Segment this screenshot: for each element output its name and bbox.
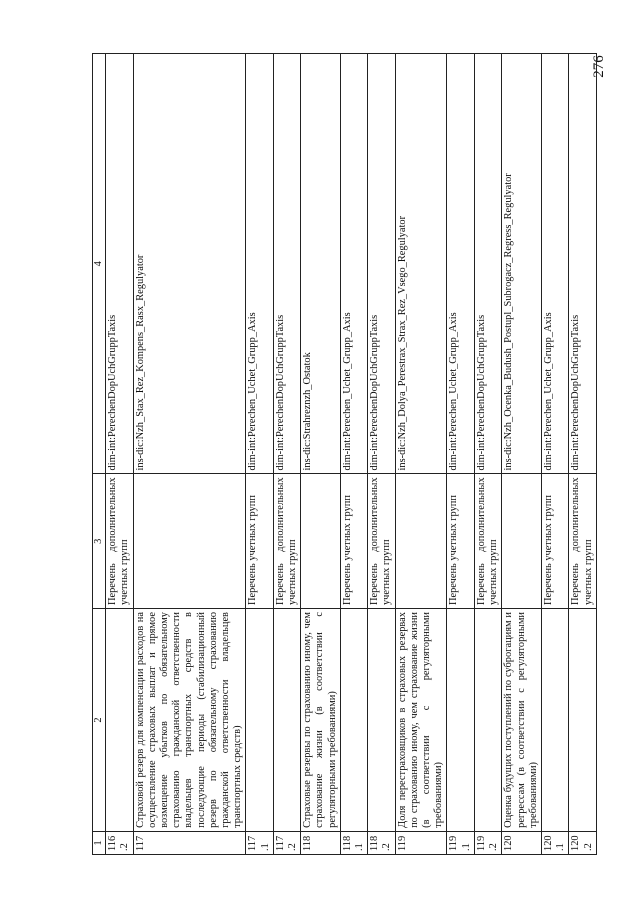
row-description [368, 609, 395, 832]
row-description: Доля перестраховщиков в страховых резервах по страхованию иному, чем страхование жизни (в соответствии с регуляторными требованиями) [395, 609, 447, 832]
row-code: dim-int:PerechenDopUchGruppTaxis [474, 54, 501, 474]
table-row [502, 54, 542, 855]
document-sheet [92, 53, 594, 855]
column-header-3: 3 [93, 474, 106, 609]
table-row [133, 54, 246, 855]
row-code: dim-int:Perechen_Uchet_Grupp_Axis [447, 54, 474, 474]
row-type: Перечень дополнительных учетных групп [273, 474, 300, 609]
row-description [273, 609, 300, 832]
taxonomy-table [92, 53, 597, 855]
column-header-4: 4 [93, 54, 106, 474]
row-number: 119.1 [447, 831, 474, 854]
row-description [447, 609, 474, 832]
row-description [474, 609, 501, 832]
row-code: dim-int:Perechen_Uchet_Grupp_Axis [340, 54, 367, 474]
row-type: Перечень дополнительных учетных групп [368, 474, 395, 609]
row-number: 118.1 [340, 831, 367, 854]
table-row [447, 54, 474, 855]
row-code: dim-int:PerechenDopUchGruppTaxis [368, 54, 395, 474]
row-number: 119 [395, 831, 447, 854]
row-number: 120 [502, 831, 542, 854]
table-row [106, 54, 133, 855]
row-code: dim-int:PerechenDopUchGruppTaxis [106, 54, 133, 474]
table-row [541, 54, 568, 855]
row-code: ins-dic:Nzh_Stax_Rez_Kompens_Rasx_Regulyator [133, 54, 246, 474]
table-row [395, 54, 447, 855]
row-type [133, 474, 246, 609]
row-type [395, 474, 447, 609]
table-row [273, 54, 300, 855]
row-code: ins-dic:Nzh_Dolya_Perestrax_Strax_Rez_Vsego_Regulyator [395, 54, 447, 474]
row-type: Перечень учетных групп [447, 474, 474, 609]
row-type [301, 474, 341, 609]
row-number: 118 [301, 831, 341, 854]
row-description [106, 609, 133, 832]
table-row [569, 54, 596, 855]
row-number: 118.2 [368, 831, 395, 854]
table-row [474, 54, 501, 855]
row-type: Перечень учетных групп [340, 474, 367, 609]
row-description: Оценка будущих поступлений по суброгациям и регрессам (в соответствии с регуляторными требованиями) [502, 609, 542, 832]
row-code: dim-int:Perechen_Uchet_Grupp_Axis [541, 54, 568, 474]
row-number: 116.2 [106, 831, 133, 854]
row-type: Перечень дополнительных учетных групп [569, 474, 596, 609]
row-description [541, 609, 568, 832]
row-number: 117.2 [273, 831, 300, 854]
row-description [340, 609, 367, 832]
row-number: 119.2 [474, 831, 501, 854]
row-type [502, 474, 542, 609]
row-type: Перечень учетных групп [246, 474, 273, 609]
header-row [93, 54, 106, 855]
column-header-2: 2 [93, 609, 106, 832]
row-code: ins-dic:Strahreznzh_Ostatok [301, 54, 341, 474]
row-description [569, 609, 596, 832]
table-row [340, 54, 367, 855]
row-code: ins-dic:Nzh_Ocenka_Budush_Postupl_Subrogacz_Regress_Regulyator [502, 54, 542, 474]
row-type: Перечень дополнительных учетных групп [106, 474, 133, 609]
table-row [246, 54, 273, 855]
column-header-1: 1 [93, 831, 106, 854]
row-number: 117 [133, 831, 246, 854]
row-number: 120.1 [541, 831, 568, 854]
row-type: Перечень дополнительных учетных групп [474, 474, 501, 609]
row-code: dim-int:Perechen_Uchet_Grupp_Axis [246, 54, 273, 474]
table-row [301, 54, 341, 855]
row-code: dim-int:PerechenDopUchGruppTaxis [273, 54, 300, 474]
row-description: Страховые резервы по страхованию иному, чем страхование жизни (в соответствии с регуляторными требованиями) [301, 609, 341, 832]
row-description [246, 609, 273, 832]
row-type: Перечень учетных групп [541, 474, 568, 609]
row-number: 117.1 [246, 831, 273, 854]
row-number: 120.2 [569, 831, 596, 854]
row-code: dim-int:PerechenDopUchGruppTaxis [569, 54, 596, 474]
page-number: 276 [590, 55, 607, 78]
table-row [368, 54, 395, 855]
row-description: Страховой резерв для компенсации расходов на осуществление страховых выплат и прямое возмещение убытков по обязательному страхованию гражданской ответственности владельцев транспортных средств в последующие периоды (стабилизационный резерв по обязательному страхованию гражданской ответственности владельцев транспортных средств) [133, 609, 246, 832]
